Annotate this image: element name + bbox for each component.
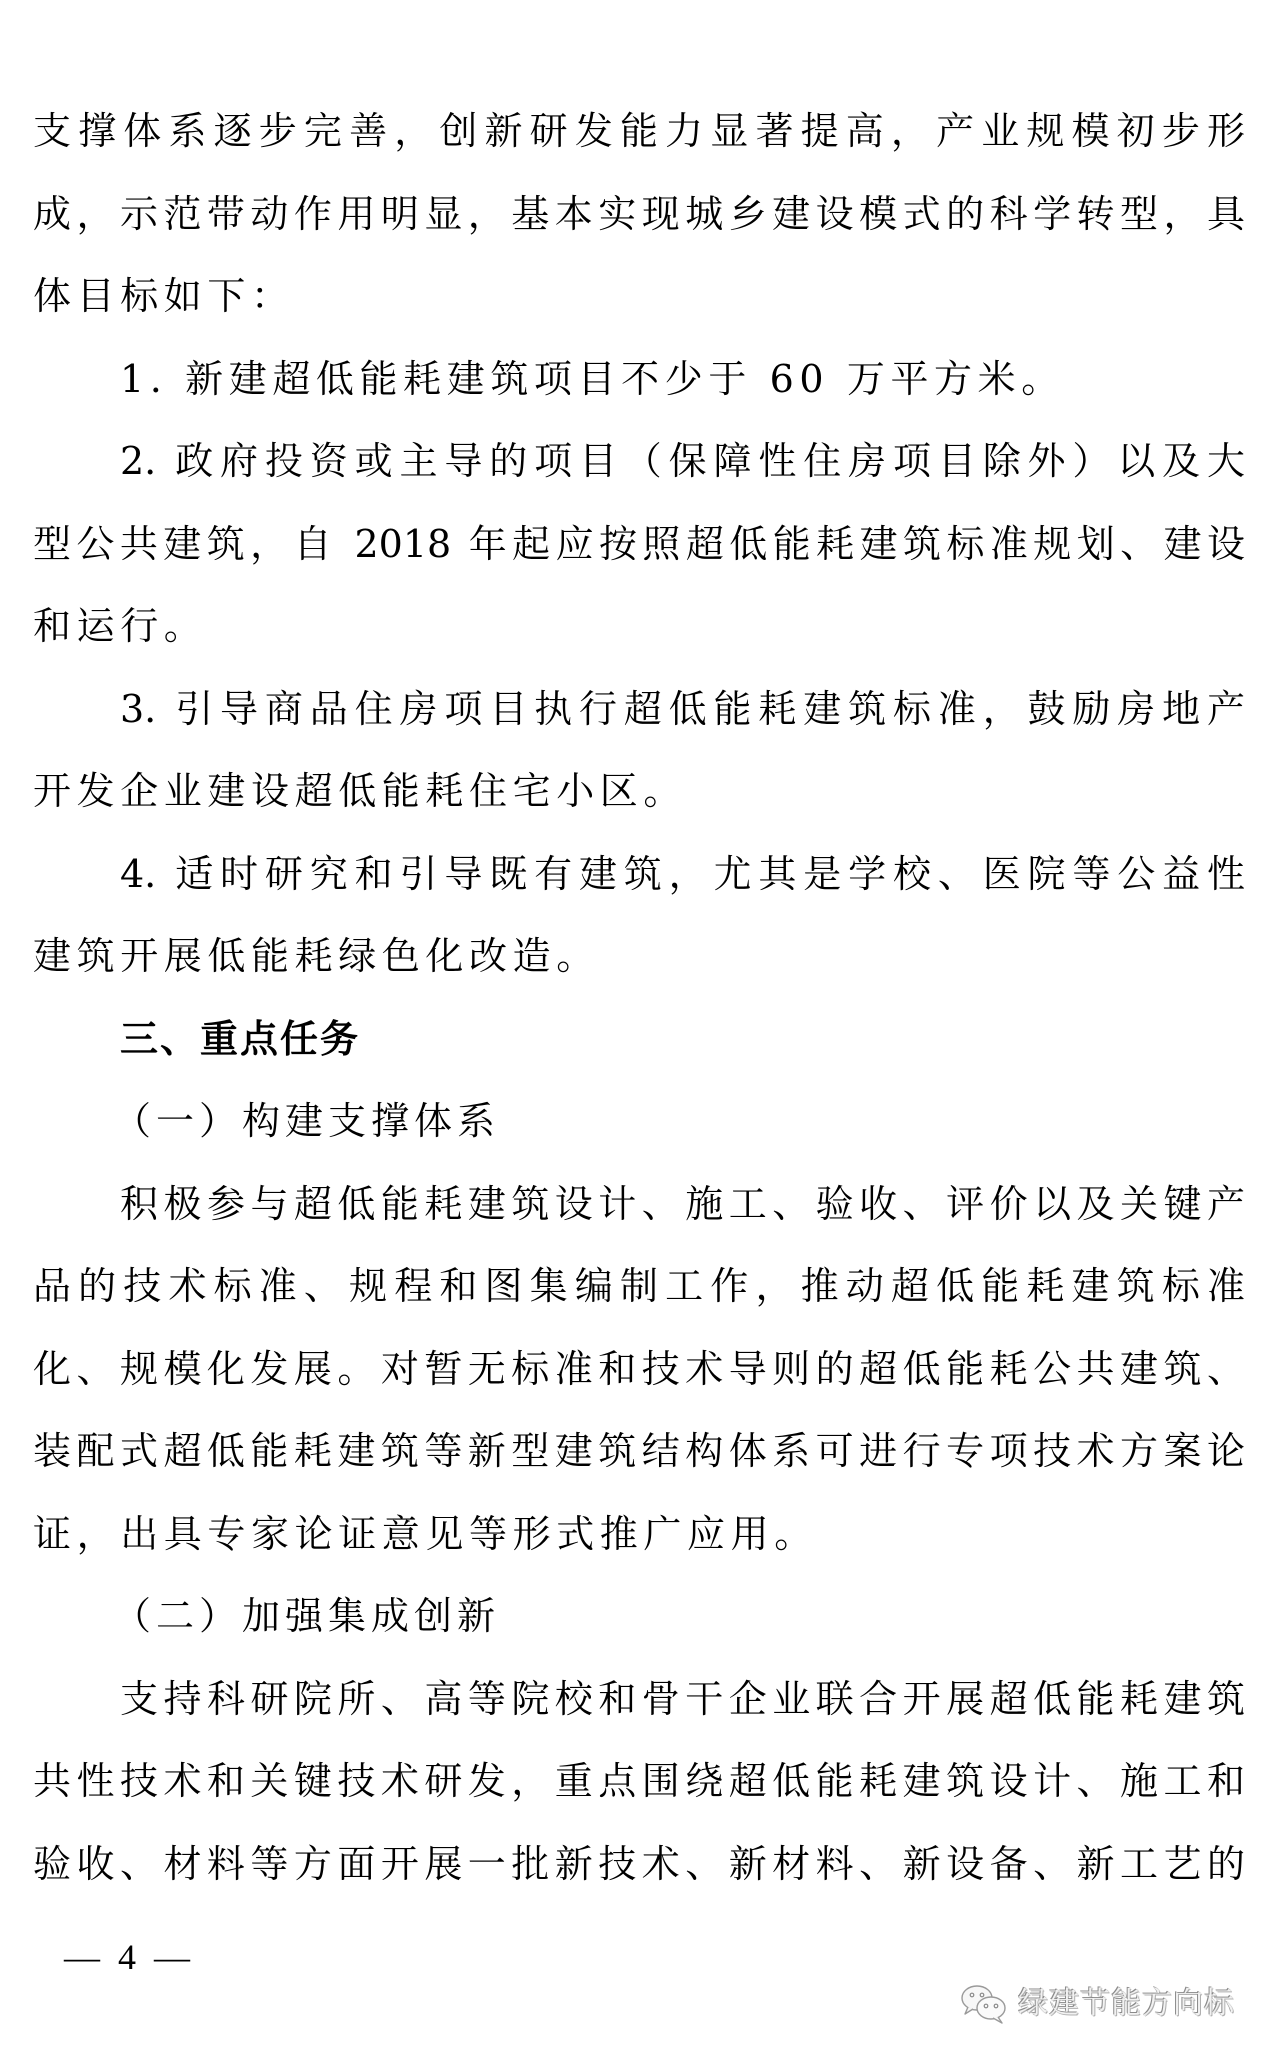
goal-item-4: 4. 适时研究和引导既有建筑，尤其是学校、医院等公益性 xyxy=(120,851,1245,896)
subsection-heading-1: （一）构建支撑体系 xyxy=(113,1099,501,1143)
goal-item-1: 1. 新建超低能耗建筑项目不少于 60 万平方米。 xyxy=(120,356,1065,401)
body-line: 共性技术和关键技术研发，重点围绕超低能耗建筑设计、施工和 xyxy=(33,1759,1245,1803)
goal-item-2: 2. 政府投资或主导的项目（保障性住房项目除外）以及大 xyxy=(120,439,1245,483)
goal-item-3: 3. 引导商品住房项目执行超低能耗建筑标准，鼓励房地产 xyxy=(120,686,1245,731)
document-body xyxy=(33,90,1245,1905)
body-line: 验收、材料等方面开展一批新技术、新材料、新设备、新工艺的 xyxy=(33,1841,1245,1886)
body-line: 积极参与超低能耗建筑设计、施工、验收、评价以及关键产 xyxy=(120,1181,1245,1226)
watermark-text: 绿建节能方向标 xyxy=(1018,1986,1235,2021)
body-line: 品的技术标准、规程和图集编制工作，推动超低能耗建筑标准 xyxy=(33,1264,1245,1308)
body-line: 开发企业建设超低能耗住宅小区。 xyxy=(33,769,688,813)
page-number: — 4 — xyxy=(64,1937,190,1977)
body-line: 建筑开展低能耗绿色化改造。 xyxy=(33,934,600,978)
wechat-icon xyxy=(960,1983,1008,2025)
body-line: 型公共建筑，自 2018 年起应按照超低能耗建筑标准规划、建设 xyxy=(33,521,1245,566)
body-line: 装配式超低能耗建筑等新型建筑结构体系可进行专项技术方案论 xyxy=(33,1429,1245,1473)
body-line: 成，示范带动作用明显，基本实现城乡建设模式的科学转型，具 xyxy=(33,191,1245,236)
body-line: 化、规模化发展。对暂无标准和技术导则的超低能耗公共建筑、 xyxy=(33,1346,1245,1391)
body-line: 体目标如下： xyxy=(33,274,295,318)
section-heading: 三、重点任务 xyxy=(120,1016,361,1061)
body-line: 支撑体系逐步完善，创新研发能力显著提高，产业规模初步形 xyxy=(33,109,1245,153)
subsection-heading-2: （二）加强集成创新 xyxy=(113,1594,501,1638)
body-line: 证，出具专家论证意见等形式推广应用。 xyxy=(33,1511,818,1556)
body-line: 支持科研院所、高等院校和骨干企业联合开展超低能耗建筑 xyxy=(120,1676,1245,1721)
watermark xyxy=(960,1982,1235,2026)
body-line: 和运行。 xyxy=(33,604,208,648)
